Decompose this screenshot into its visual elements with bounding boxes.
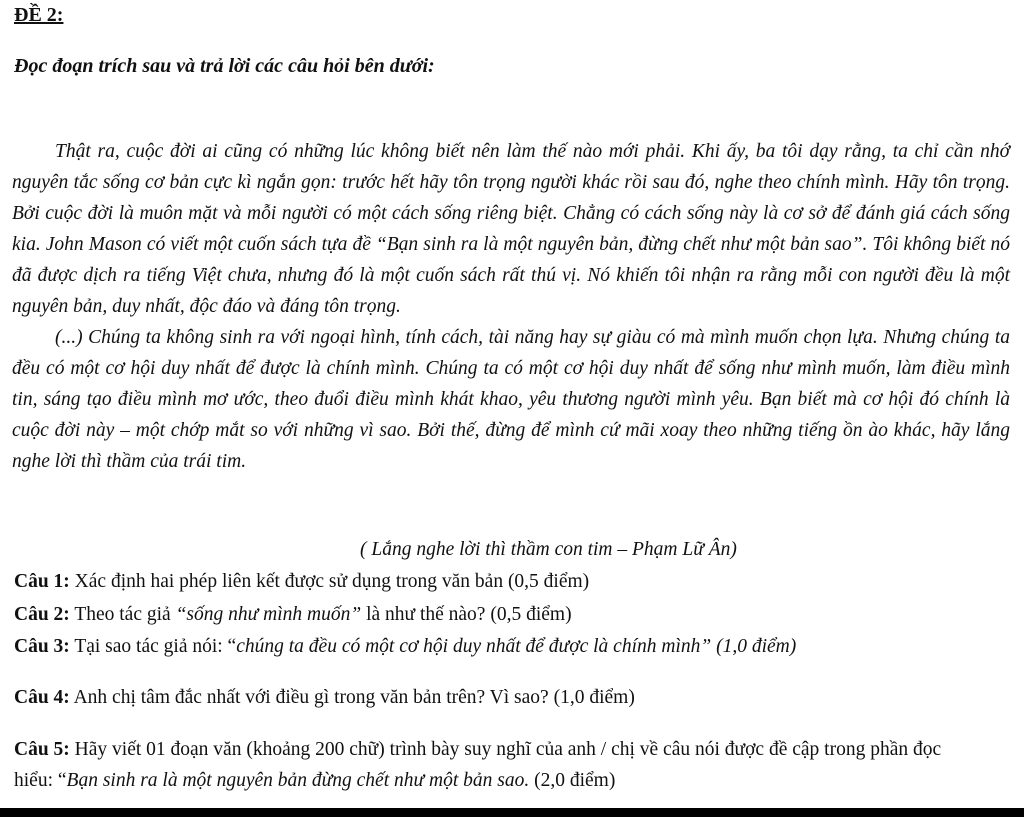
exam-title: ĐỀ 2:	[14, 4, 64, 26]
question-quote: “sống như mình muốn”	[175, 604, 362, 625]
question-2	[14, 599, 572, 630]
passage-source: ( Lắng nghe lời thì thầm con tim – Phạm Lữ Ân)	[360, 539, 737, 560]
question-text-after: là như thế nào? (0,5 điểm)	[361, 604, 572, 625]
question-1	[14, 566, 589, 597]
question-label: Câu 2:	[14, 604, 70, 625]
question-label: Câu 3:	[14, 636, 70, 657]
passage-paragraph-1: Thật ra, cuộc đời ai cũng có những lúc không biết nên làm thế nào mới phải. Khi ấy, ba tôi dạy rằng, ta chỉ cần nhớ nguyên tắc sống cơ bản cực kì ngắn gọn: trước hết hãy tôn trọng người khác rồi sau đó, nghe theo chính mình. Hãy tôn trọng. Bởi cuộc đời là muôn mặt và mỗi người có một cách sống riêng biệt. Chẳng có cách sống này là cơ sở để đánh giá cách sống kia. John Mason có viết một cuốn sách tựa đề “Bạn sinh ra là một nguyên bản, đừng chết như một bản sao”. Tôi không biết nó đã được dịch ra tiếng Việt chưa, nhưng đó là một cuốn sách rất thú vị. Nó khiến tôi nhận ra rằng mỗi con người đều là một nguyên bản, duy nhất, độc đáo và đáng tôn trọng.	[12, 141, 1010, 317]
question-4	[14, 682, 635, 713]
question-text: Theo tác giả	[69, 604, 176, 625]
reading-instruction: Đọc đoạn trích sau và trả lời các câu hỏi bên dưới:	[14, 55, 435, 77]
question-label: Câu 5:	[14, 739, 70, 760]
question-3	[14, 631, 796, 662]
question-quote: chúng ta đều có một cơ hội duy nhất để được là chính mình” (1,0 điểm)	[236, 636, 797, 657]
question-text-after: (2,0 điểm)	[529, 770, 616, 791]
bottom-border	[0, 808, 1024, 817]
question-text: Anh chị tâm đắc nhất với điều gì trong văn bản trên? Vì sao? (1,0 điểm)	[69, 687, 635, 708]
question-text: Tại sao tác giả nói: “	[69, 636, 237, 657]
question-5	[14, 734, 974, 796]
passage-paragraph-2: (...) Chúng ta không sinh ra với ngoại hình, tính cách, tài năng hay sự giàu có mà mình muốn chọn lựa. Nhưng chúng ta đều có một cơ hội duy nhất để được là chính mình. Chúng ta có một cơ hội duy nhất để sống như mình muốn, làm điều mình tin, sáng tạo điều mình mơ ước, theo đuổi điều mình khát khao, yêu thương người mình yêu. Bạn biết mà cơ hội đó chính là cuộc đời này – một chớp mắt so với những vì sao. Bởi thế, đừng để mình cứ mãi xoay theo những tiếng ồn ào khác, hãy lắng nghe lời thì thầm của trái tim.	[12, 327, 1010, 472]
question-label: Câu 1:	[14, 571, 70, 592]
question-text: Hãy viết 01 đoạn văn (khoảng 200 chữ) trình bày suy nghĩ của anh / chị về câu nói được đề cập trong phần đọc hiểu: “	[14, 739, 942, 791]
reading-passage	[12, 136, 1010, 477]
question-text: Xác định hai phép liên kết được sử dụng trong văn bản (0,5 điểm)	[69, 571, 590, 592]
question-label: Câu 4:	[14, 687, 70, 708]
question-quote: Bạn sinh ra là một nguyên bản đừng chết như một bản sao.	[66, 770, 530, 791]
